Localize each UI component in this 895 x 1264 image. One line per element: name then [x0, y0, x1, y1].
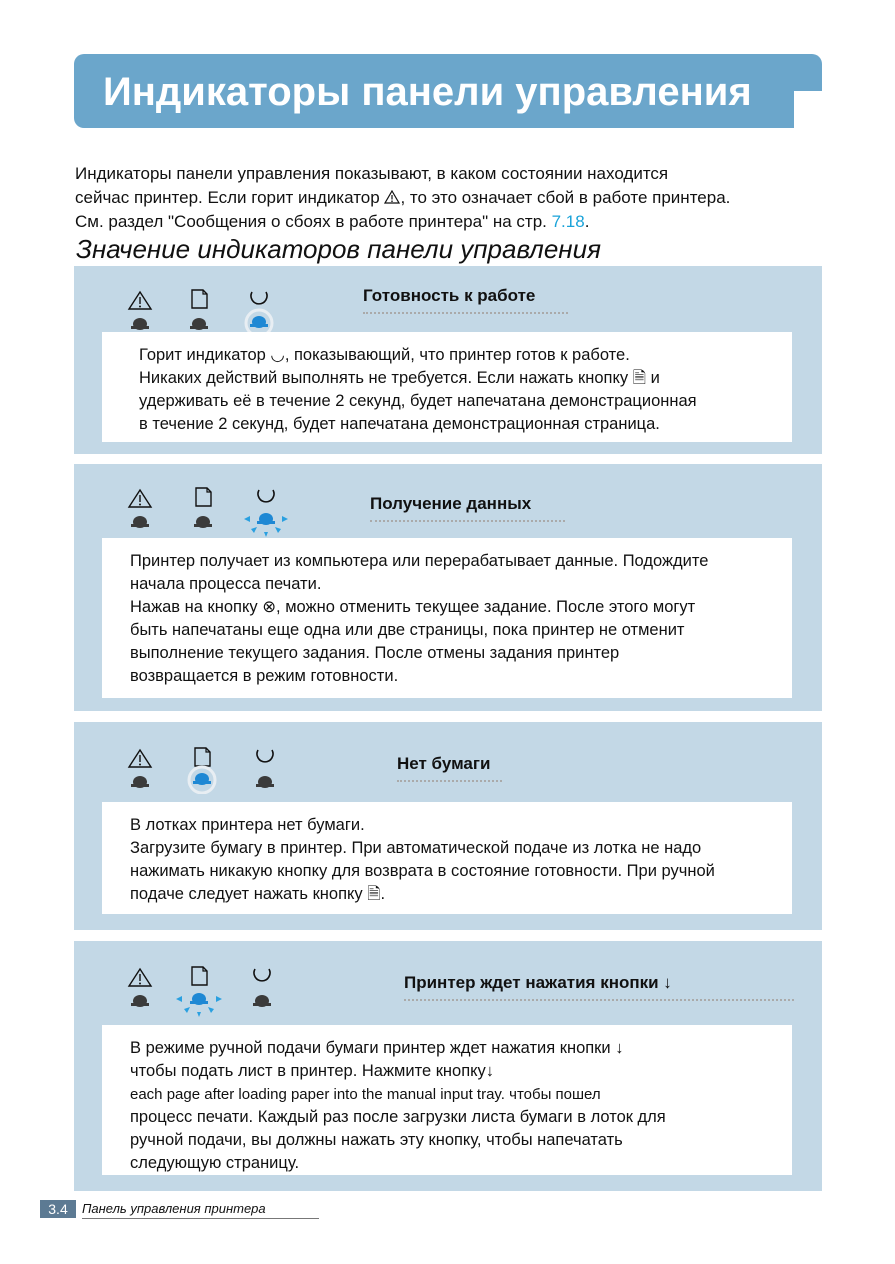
error-indicator: [126, 484, 166, 534]
description-line: В режиме ручной подачи бумаги принтер ждет нажатия кнопки ↓: [130, 1039, 624, 1057]
paper-indicator: [186, 286, 226, 336]
description-text: [130, 550, 780, 688]
led-off-icon: [131, 516, 149, 528]
led-off-icon: [253, 995, 271, 1007]
description-line: начала процесса печати.: [130, 575, 322, 593]
intro-paragraph: [75, 162, 815, 234]
ready-icon: [257, 750, 273, 762]
error-icon: [129, 969, 151, 986]
error-indicator: [126, 744, 166, 794]
panel-no-paper: [74, 722, 822, 930]
led-blinking-icon: [176, 993, 222, 1017]
intro-line-3c: .: [584, 212, 590, 231]
description-card: [102, 1025, 792, 1175]
page-reference-link[interactable]: 7.18: [551, 212, 585, 231]
description-line: выполнение текущего задания. После отмены задания принтер: [130, 644, 620, 662]
led-off-icon: [194, 516, 212, 528]
description-line: подаче следует нажать кнопку 🗎.: [130, 885, 386, 903]
description-line: возвращается в режим готовности.: [130, 667, 399, 685]
description-line: удерживать её в течение 2 секунд, будет напечатана демонстрационная: [139, 392, 697, 410]
description-line: each page after loading paper into the manual input tray. чтобы пошел: [130, 1086, 601, 1103]
paper-indicator: [190, 484, 230, 534]
paper-icon: [192, 967, 207, 985]
ready-icon: [251, 292, 267, 304]
status-title: Принтер ждет нажатия кнопки ↓: [404, 973, 794, 1001]
paper-indicator: [174, 963, 226, 1021]
intro-line-2a: сейчас принтер. Если горит индикатор: [75, 188, 380, 207]
intro-line-3a: См.: [75, 212, 104, 231]
paper-icon: [196, 488, 211, 506]
description-line: Горит индикатор ◡, показывающий, что принтер готов к работе.: [139, 346, 630, 364]
error-icon: [129, 750, 151, 767]
ready-icon: [258, 490, 274, 502]
led-on-glow-icon: [189, 767, 215, 793]
led-blinking-icon: [244, 513, 288, 537]
status-title: Получение данных: [370, 494, 565, 522]
error-icon: [129, 292, 151, 309]
led-off-icon: [190, 318, 208, 330]
intro-line-3b: раздел "Сообщения о сбоях в работе принтера" на стр.: [103, 212, 552, 231]
ready-indicator: [246, 963, 286, 1013]
led-off-icon: [131, 318, 149, 330]
panel-receiving-data: [74, 464, 822, 711]
error-indicator: [126, 963, 166, 1013]
section-heading: Значение индикаторов панели управления: [76, 234, 601, 264]
ready-indicator: [242, 484, 292, 540]
description-line: нажимать никакую кнопку для возврата в состояние готовности. При ручной: [130, 862, 715, 880]
description-line: в течение 2 секунд, будет напечатана демонстрационная страница.: [139, 415, 660, 433]
description-line: Никаких действий выполнять не требуется. Если нажать кнопку 🗎 и: [139, 369, 660, 387]
description-line: быть напечатаны еще одна или две страницы, пока принтер не отменит: [130, 621, 685, 639]
paper-icon: [192, 290, 207, 308]
title-banner-notch: [794, 91, 824, 131]
led-off-icon: [131, 995, 149, 1007]
error-icon: [129, 490, 151, 507]
description-card: [102, 332, 792, 442]
description-line: чтобы подать лист в принтер. Нажмите кнопку↓: [130, 1062, 495, 1080]
led-off-icon: [131, 776, 149, 788]
panel-ready: [74, 266, 822, 454]
description-text: [130, 814, 780, 906]
description-line: Загрузите бумагу в принтер. При автоматической подаче из лотка не надо: [130, 839, 702, 857]
error-indicator: [126, 286, 166, 336]
ready-indicator: [250, 744, 290, 794]
warning-icon: [384, 190, 400, 204]
description-line: ручной подачи, вы должны нажать эту кнопку, чтобы напечатать: [130, 1131, 623, 1149]
paper-indicator: [184, 744, 224, 794]
panel-waiting-button: [74, 941, 822, 1191]
description-line: процесс печати. Каждый раз после загрузки листа бумаги в лоток для: [130, 1108, 666, 1126]
status-title: Готовность к работе: [363, 286, 568, 314]
led-off-icon: [256, 776, 274, 788]
description-line: Нажав на кнопку ⊗, можно отменить текущее задание. После этого могут: [130, 598, 696, 616]
paper-icon: [195, 748, 210, 766]
status-title: Нет бумаги: [397, 754, 502, 782]
description-line: В лотках принтера нет бумаги.: [130, 816, 365, 834]
description-card: [102, 802, 792, 914]
page-title: Индикаторы панели управления: [103, 70, 752, 114]
page-number: 3.4: [40, 1200, 76, 1218]
description-line: следующую страницу.: [130, 1154, 300, 1172]
description-text: [130, 1037, 780, 1175]
footer-section-title: Панель управления принтера: [82, 1200, 319, 1219]
ready-icon: [254, 969, 270, 981]
description-text: [139, 344, 789, 436]
description-line: Принтер получает из компьютера или перерабатывает данные. Подождите: [130, 552, 709, 570]
description-card: [102, 538, 792, 698]
intro-line-2b: , то это означает сбой в работе принтера.: [400, 188, 731, 207]
ready-indicator: [242, 286, 282, 336]
intro-line-1: Индикаторы панели управления показывают, в каком состоянии находится: [75, 164, 669, 183]
